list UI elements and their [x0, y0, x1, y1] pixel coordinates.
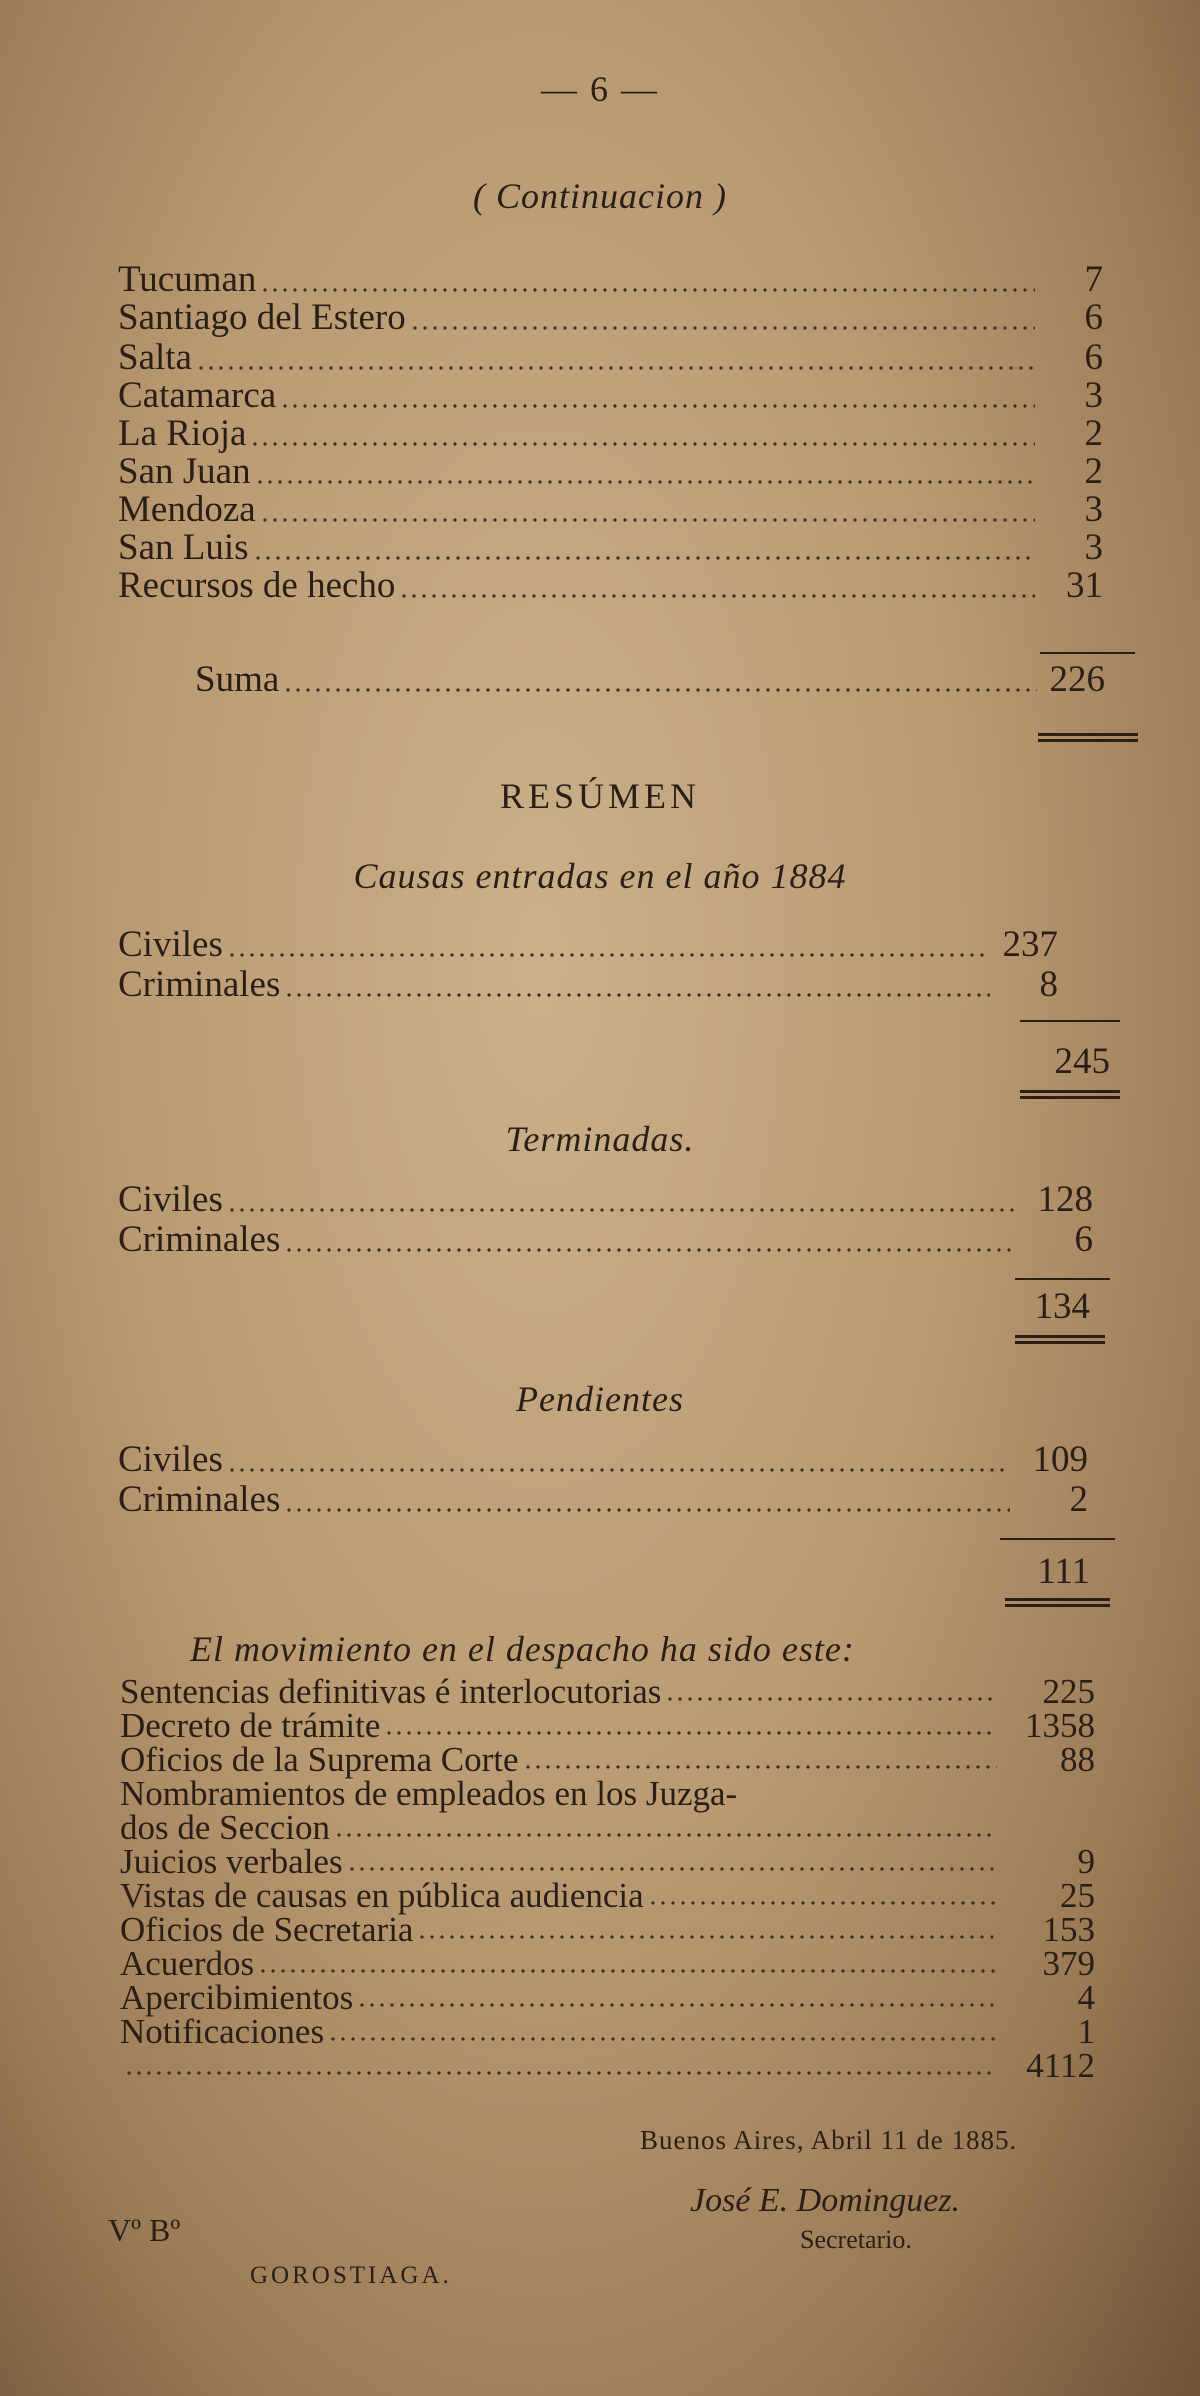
- suma-row: [195, 660, 1105, 700]
- province-count: 2: [1084, 413, 1103, 454]
- leader-dots: [410, 326, 1035, 330]
- leader-dots: [283, 688, 1037, 692]
- province-count: 31: [1066, 565, 1103, 606]
- province-name: San Juan: [118, 451, 251, 492]
- sum-rule: [1015, 1278, 1110, 1280]
- movimiento-value: 225: [1042, 1672, 1095, 1711]
- province-count: 7: [1084, 259, 1103, 300]
- leader-dots: [648, 1901, 997, 1905]
- leader-dots: [384, 1731, 997, 1735]
- list-item: [118, 338, 1103, 378]
- suma-value: 226: [1049, 659, 1105, 700]
- double-rule: [1005, 1598, 1110, 1607]
- province-count: 3: [1084, 527, 1103, 568]
- leader-dots: [347, 1867, 997, 1871]
- entradas-heading: Causas entradas en el año 1884: [353, 856, 847, 896]
- pendientes-criminales-label: Criminales: [118, 1479, 281, 1520]
- leader-dots: [253, 556, 1035, 560]
- list-item: [120, 1774, 1095, 1813]
- list-item: [118, 566, 1103, 606]
- entradas-civiles-label: Civiles: [118, 924, 223, 965]
- suma-label: Suma: [195, 659, 280, 700]
- list-item: [120, 1808, 1095, 1847]
- list-item: [118, 414, 1103, 454]
- leader-dots: [417, 1935, 997, 1939]
- entradas-criminales-value: 8: [1039, 964, 1058, 1005]
- movimiento-label: Apercibimientos: [120, 1978, 354, 2017]
- list-item: [120, 1706, 1095, 1745]
- leader-dots: [328, 2037, 997, 2041]
- leader-dots: [227, 1468, 1010, 1472]
- list-item: [118, 260, 1103, 300]
- entradas-criminales-label: Criminales: [118, 964, 281, 1005]
- leader-dots: [523, 1765, 997, 1769]
- leader-dots: [124, 2071, 997, 2075]
- leader-dots: [357, 2003, 997, 2007]
- approver-name: GOROSTIAGA.: [250, 2262, 452, 2289]
- movimiento-label: dos de Seccion: [120, 1808, 330, 1847]
- movimiento-value: 25: [1060, 1876, 1095, 1915]
- list-item: [120, 2046, 1095, 2085]
- double-rule: [1020, 1090, 1120, 1099]
- signature-title: Secretario.: [800, 2225, 912, 2254]
- province-name: Mendoza: [118, 489, 256, 530]
- leader-dots: [250, 442, 1035, 446]
- province-name: Tucuman: [118, 259, 257, 300]
- pendientes-civiles-label: Civiles: [118, 1439, 223, 1480]
- terminadas-criminales-value: 6: [1074, 1219, 1093, 1260]
- list-item: [120, 1910, 1095, 1949]
- sum-rule: [1040, 652, 1135, 654]
- leader-dots: [399, 594, 1035, 598]
- pendientes-total: 111: [1037, 1551, 1090, 1592]
- movimiento-value: 153: [1042, 1910, 1095, 1949]
- list-item: [120, 1876, 1095, 1915]
- list-item: [118, 490, 1103, 530]
- list-item: [120, 1672, 1095, 1711]
- continuation-heading: ( Continuacion ): [473, 176, 727, 216]
- movimiento-label: Oficios de la Suprema Corte: [120, 1740, 519, 1779]
- pendientes-heading: Pendientes: [516, 1379, 684, 1419]
- terminadas-criminales-label: Criminales: [118, 1219, 281, 1260]
- movimiento-label: Acuerdos: [120, 1944, 255, 1983]
- pendientes-criminales-value: 2: [1069, 1479, 1088, 1520]
- leader-dots: [280, 404, 1035, 408]
- leader-dots: [258, 1969, 997, 1973]
- terminadas-civiles-value: 128: [1037, 1179, 1093, 1220]
- leader-dots: [665, 1697, 997, 1701]
- list-item: [118, 452, 1103, 492]
- double-rule: [1038, 733, 1138, 742]
- province-count: 6: [1084, 337, 1103, 378]
- list-item: [120, 2012, 1095, 2051]
- province-name: Catamarca: [118, 375, 277, 416]
- leader-dots: [284, 1508, 1010, 1512]
- movimiento-label: Oficios de Secretaria: [120, 1910, 414, 1949]
- province-name: Recursos de hecho: [118, 565, 396, 606]
- sum-rule: [1000, 1538, 1115, 1540]
- movimiento-label: Nombramientos de empleados en los Juzga-: [120, 1774, 738, 1813]
- list-item: [118, 528, 1103, 568]
- province-count: 3: [1084, 375, 1103, 416]
- province-count: 3: [1084, 489, 1103, 530]
- province-name: San Luis: [118, 527, 249, 568]
- list-item: [120, 1944, 1095, 1983]
- movimiento-value: 1: [1077, 2012, 1095, 2051]
- list-item: [118, 1440, 1088, 1480]
- terminadas-total: 134: [1034, 1286, 1090, 1327]
- leader-dots: [227, 1208, 1015, 1212]
- movimiento-value: 4: [1077, 1978, 1095, 2017]
- province-name: La Rioja: [118, 413, 247, 454]
- movimiento-value: 1358: [1025, 1706, 1095, 1745]
- movimiento-label: Vistas de causas en pública audiencia: [120, 1876, 644, 1915]
- province-count: 2: [1084, 451, 1103, 492]
- province-count: 6: [1084, 297, 1103, 338]
- movimiento-value: 9: [1077, 1842, 1095, 1881]
- terminadas-civiles-label: Civiles: [118, 1179, 223, 1220]
- movimiento-value: 88: [1060, 1740, 1095, 1779]
- visto-bueno: Vº Bº: [108, 2212, 181, 2248]
- leader-dots: [284, 1248, 1015, 1252]
- movimiento-label: Notificaciones: [120, 2012, 325, 2051]
- resumen-title: RESÚMEN: [499, 776, 701, 816]
- province-name: Salta: [118, 337, 192, 378]
- leader-dots: [227, 953, 990, 957]
- list-item: [118, 965, 1058, 1005]
- list-item: [118, 1480, 1088, 1520]
- list-item: [118, 376, 1103, 416]
- movimiento-value: 4112: [1026, 2046, 1095, 2085]
- double-rule: [1015, 1335, 1105, 1344]
- entradas-civiles-value: 237: [1002, 924, 1058, 965]
- list-item: [118, 1180, 1093, 1220]
- list-item: [118, 298, 1103, 338]
- list-item: [120, 1978, 1095, 2017]
- place-date: Buenos Aires, Abril 11 de 1885.: [640, 2125, 1018, 2155]
- pendientes-civiles-value: 109: [1032, 1439, 1088, 1480]
- signature-name: José E. Dominguez.: [690, 2182, 961, 2219]
- leader-dots: [196, 366, 1035, 370]
- leader-dots: [260, 518, 1035, 522]
- terminadas-heading: Terminadas.: [505, 1119, 695, 1159]
- province-name: Santiago del Estero: [118, 297, 406, 338]
- movimiento-label: Sentencias definitivas é interlocutorias: [120, 1672, 662, 1711]
- leader-dots: [260, 288, 1035, 292]
- leader-dots: [334, 1833, 997, 1837]
- leader-dots: [284, 993, 990, 997]
- movimiento-heading: El movimiento en el despacho ha sido este:: [190, 1629, 855, 1669]
- movimiento-value: 379: [1042, 1944, 1095, 1983]
- entradas-total: 245: [1054, 1041, 1110, 1082]
- sum-rule: [1020, 1020, 1120, 1022]
- list-item: [120, 1740, 1095, 1779]
- movimiento-label: Decreto de trámite: [120, 1706, 381, 1745]
- list-item: [120, 1842, 1095, 1881]
- list-item: [118, 925, 1058, 965]
- page-number: — 6 —: [541, 69, 659, 109]
- leader-dots: [255, 480, 1035, 484]
- list-item: [118, 1220, 1093, 1260]
- movimiento-label: Juicios verbales: [120, 1842, 343, 1881]
